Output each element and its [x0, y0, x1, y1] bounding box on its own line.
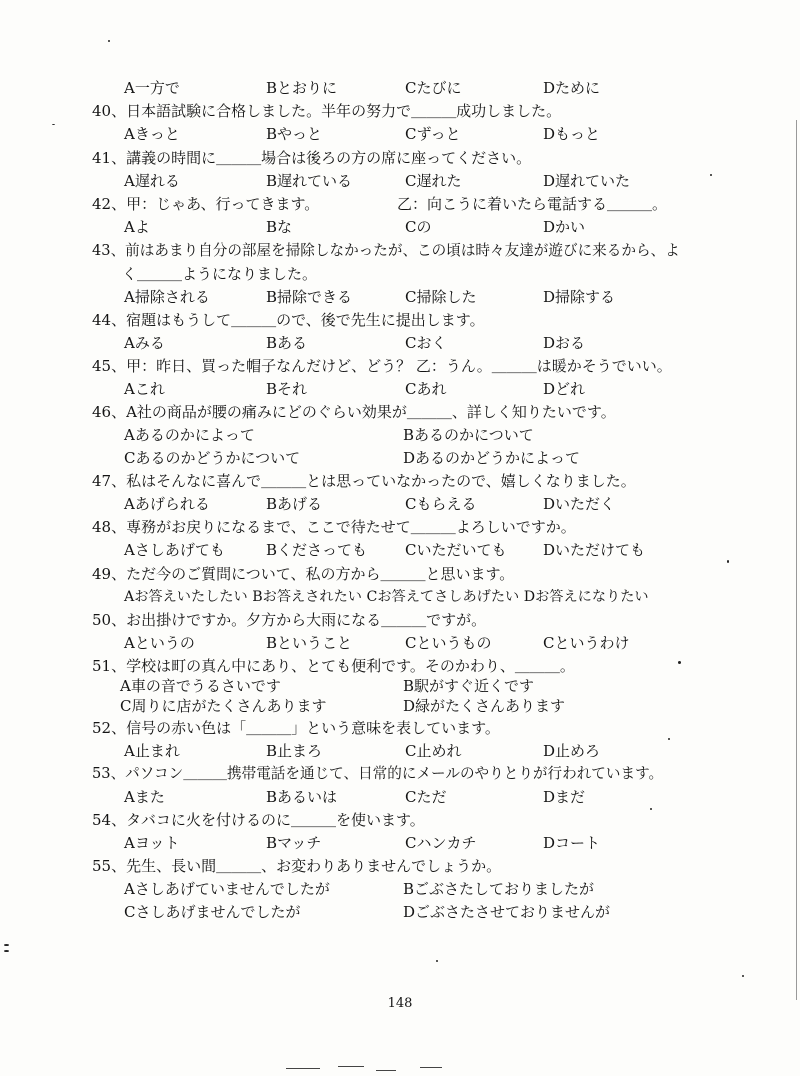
- q54-options: [0, 831, 800, 855]
- q51-text: 51、学校は町の真ん中にあり、とても便利です。そのかわり、＿＿＿。: [92, 657, 575, 675]
- q55-option-d: Dごぶさたさせておりませんが: [403, 903, 611, 921]
- q44-text: 44、宿題はもうして＿＿＿ので、後で先生に提出します。: [92, 311, 485, 329]
- q44-question: [0, 308, 800, 332]
- scan-dash: [286, 1068, 320, 1069]
- q50-question: [0, 608, 800, 632]
- q53-options: [0, 785, 800, 809]
- q44-option-c: Cおく: [405, 334, 447, 352]
- q54-option-c: Cハンカチ: [405, 834, 477, 852]
- q48-option-b: Bくださっても: [266, 541, 368, 559]
- q47-options: [0, 492, 800, 516]
- q55-text: 55、先生、長い間＿＿＿、お変わりありませんでしょうか。: [92, 857, 502, 875]
- q39-option-d: Dために: [543, 79, 601, 97]
- q42-text-a: 42、甲：じゃあ、行ってきます。: [92, 195, 320, 213]
- q43-option-a: A掃除される: [124, 288, 210, 306]
- page-number: 148: [387, 996, 413, 1011]
- q42-option-d: Dかい: [543, 218, 586, 236]
- q52-option-a: A止まれ: [124, 742, 180, 760]
- q39-option-b: Bとおりに: [266, 79, 338, 97]
- scan-dash: [338, 1066, 364, 1067]
- q42-question: [0, 192, 800, 216]
- q43-option-b: B掃除できる: [266, 288, 353, 306]
- q52-option-b: B止まろ: [266, 742, 323, 760]
- q55-option-a: Aさしあげていませんでしたが: [124, 880, 330, 898]
- q47-question: [0, 469, 800, 493]
- q45-option-b: Bそれ: [266, 380, 308, 398]
- q41-question: [0, 146, 800, 170]
- scan-speck: [678, 661, 681, 664]
- q46-options-row2: [0, 446, 800, 470]
- q41-text: 41、講義の時間に＿＿＿場合は後ろの方の席に座ってください。: [92, 149, 532, 167]
- scan-speck: [4, 944, 9, 946]
- q53-option-b: Bあるいは: [266, 788, 338, 806]
- q50-text: 50、お出掛けですか。夕方から大雨になる＿＿＿ですが。: [92, 611, 487, 629]
- q43-text: 43、前はあまり自分の部屋を掃除しなかったが、この頃は時々友達が遊びに来るから、よ: [92, 242, 680, 259]
- scan-dash: [376, 1070, 396, 1071]
- scan-speck: [650, 808, 652, 810]
- q55-option-c: Cさしあげませんでしたが: [124, 903, 301, 921]
- q47-option-d: Dいただく: [543, 495, 616, 513]
- q48-option-c: Cいただいても: [405, 541, 507, 559]
- q52-text: 52、信号の赤い色は「＿＿＿」という意味を表しています。: [92, 719, 500, 737]
- q40-options: [0, 122, 800, 146]
- q49-question: [0, 562, 800, 586]
- q53-question: [0, 762, 800, 786]
- q44-option-d: Dおる: [543, 334, 586, 352]
- q42-options: [0, 215, 800, 239]
- q45-option-d: Dどれ: [543, 380, 586, 398]
- q43-option-c: C掃除した: [405, 288, 477, 306]
- scan-speck: [710, 174, 712, 176]
- q54-option-d: Dコート: [543, 834, 601, 852]
- q39-option-c: Cたびに: [405, 79, 462, 97]
- q47-option-a: Aあげられる: [124, 495, 210, 513]
- q49-text: 49、ただ今のご質問について、私の方から＿＿＿と思います。: [92, 565, 515, 583]
- q41-options: [0, 169, 800, 193]
- q43-text-cont: く＿＿＿ようになりました。: [122, 265, 318, 283]
- q40-question: [0, 99, 800, 123]
- q51-option-b: B駅がすぐ近くです: [403, 677, 535, 695]
- q46-option-c: Cあるのかどうかについて: [124, 449, 301, 467]
- q55-options-row2: [0, 900, 800, 924]
- q51-option-a: A車の音でうるさいです: [120, 677, 281, 695]
- q54-option-a: Aヨット: [124, 834, 180, 852]
- q46-option-b: Bあるのかについて: [403, 426, 534, 444]
- q40-option-b: Bやっと: [266, 125, 323, 143]
- q41-option-c: C遅れた: [405, 172, 462, 190]
- q43-options: [0, 285, 800, 309]
- q52-option-d: D止めろ: [543, 742, 601, 760]
- q42-option-b: Bな: [266, 218, 293, 236]
- q51-options-row2: [0, 694, 800, 718]
- scan-speck: [727, 560, 729, 563]
- q53-text: 53、パソコン＿＿＿携帯電話を通じて、日常的にメールのやりとりが行われています。: [92, 765, 664, 782]
- q55-options-row1: [0, 877, 800, 901]
- q45-option-c: Cあれ: [405, 380, 447, 398]
- q51-option-d: D緑がたくさんあります: [403, 697, 566, 715]
- q45-option-a: Aこれ: [124, 380, 165, 398]
- scan-dash: [420, 1067, 442, 1068]
- q44-option-a: Aみる: [124, 334, 165, 352]
- q51-option-c: C周りに店がたくさんあります: [120, 697, 327, 715]
- q40-text: 40、日本語試験に合格しました。半年の努力で＿＿＿成功しました。: [92, 102, 562, 120]
- q49-options: [0, 585, 800, 609]
- q54-question: [0, 808, 800, 832]
- q45-question: [0, 354, 800, 378]
- q40-option-d: Dもっと: [543, 125, 601, 143]
- q47-option-b: Bあげる: [266, 495, 323, 513]
- q45-text: 45、甲：昨日、買った帽子なんだけど、どう？ 乙：うん。＿＿＿は暖かそうでいい。: [92, 357, 672, 375]
- q43-question-cont: [0, 262, 800, 286]
- scan-speck: [436, 960, 438, 962]
- q41-option-a: A遅れる: [124, 172, 180, 190]
- q47-text: 47、私はそんなに喜んで＿＿＿とは思っていなかったので、嬉しくなりました。: [92, 472, 636, 490]
- q46-text: 46、A社の商品が腰の痛みにどのぐらい効果が＿＿＿、詳しく知りたいです。: [92, 403, 616, 421]
- q48-option-d: Dいただけても: [543, 541, 646, 559]
- q52-option-c: C止めれ: [405, 742, 462, 760]
- q42-option-c: Cの: [405, 218, 432, 236]
- q54-option-b: Bマッチ: [266, 834, 322, 852]
- q43-question: [0, 239, 800, 263]
- q44-option-b: Bある: [266, 334, 308, 352]
- q40-option-a: Aきっと: [124, 125, 180, 143]
- q39-option-a: A一方で: [124, 79, 180, 97]
- q46-question: [0, 400, 800, 424]
- q46-options-row1: [0, 423, 800, 447]
- scan-speck: [108, 40, 110, 42]
- scan-speck: [52, 124, 55, 125]
- q42-option-a: Aよ: [124, 218, 150, 236]
- q42-text-b: 乙：向こうに着いたら電話する＿＿＿。: [397, 195, 668, 213]
- scan-speck: [742, 975, 744, 977]
- q54-text: 54、タバコに火を付けるのに＿＿＿を使います。: [92, 811, 425, 829]
- scan-speck: [4, 950, 9, 952]
- q52-question: [0, 716, 800, 740]
- q50-option-d: Cというわけ: [543, 634, 630, 652]
- q44-options: [0, 331, 800, 355]
- q48-options: [0, 538, 800, 562]
- q53-option-a: Aまた: [124, 788, 165, 806]
- q48-text: 48、専務がお戻りになるまで、ここで待たせて＿＿＿よろしいですか。: [92, 518, 576, 536]
- q52-options: [0, 739, 800, 763]
- scan-speck: [668, 738, 670, 740]
- scan-edge-line: [796, 120, 797, 1000]
- q53-option-c: Cただ: [405, 788, 447, 806]
- q40-option-c: Cずっと: [405, 125, 461, 143]
- q41-option-d: D遅れていた: [543, 172, 631, 190]
- q55-option-b: Bごぶさたしておりましたが: [403, 880, 595, 898]
- q41-option-b: B遅れている: [266, 172, 353, 190]
- q55-question: [0, 854, 800, 878]
- q43-option-d: D掃除する: [543, 288, 616, 306]
- q46-option-a: Aあるのかによって: [124, 426, 255, 444]
- q53-option-d: Dまだ: [543, 788, 586, 806]
- q39-options: [0, 76, 800, 100]
- q50-option-b: Bということ: [266, 634, 353, 652]
- q50-option-c: Cというもの: [405, 634, 492, 652]
- q45-options: [0, 377, 800, 401]
- q48-option-a: Aさしあげても: [124, 541, 225, 559]
- q47-option-c: Cもらえる: [405, 495, 477, 513]
- q46-option-d: Dあるのかどうかによって: [403, 449, 581, 467]
- q48-question: [0, 515, 800, 539]
- q49-options-line: Aお答えいたしたい Bお答えされたい Cお答えてさしあげたい Dお答えになりたい: [124, 589, 649, 605]
- q50-options: [0, 631, 800, 655]
- q50-option-a: Aというの: [124, 634, 195, 652]
